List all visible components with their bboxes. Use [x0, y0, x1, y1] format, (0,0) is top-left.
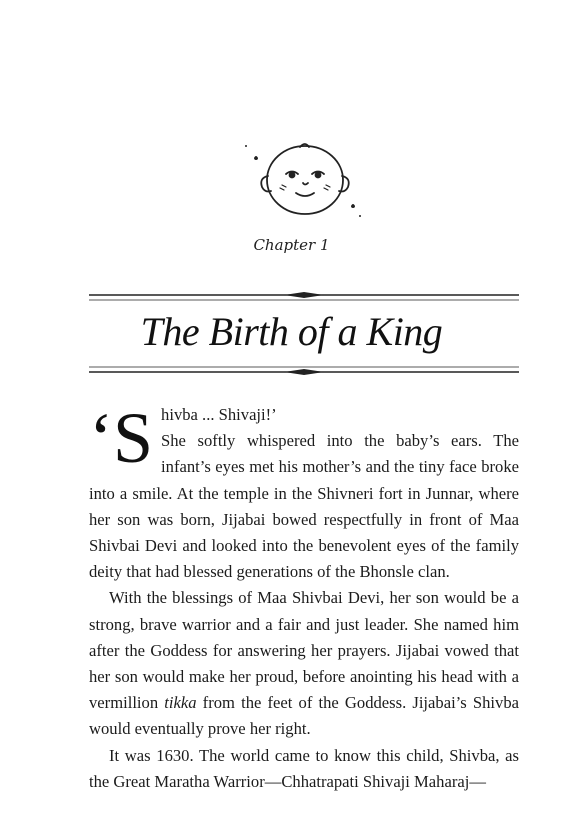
- chapter-body: [89, 398, 519, 795]
- baby-face-icon: [240, 130, 370, 230]
- drop-cap: ‘S: [89, 398, 154, 478]
- paragraph-3-text: It was 1630. The world came to know this child, Shivba, as the Great Maratha Warrior—Chhatrapati Shivaji Maharaj—: [89, 745, 519, 791]
- paragraph-1-text: She softly whispered into the baby’s ears. The infant’s eyes met his mother’s and the tiny face broke into a smile. At the temple in the Shivneri fort in Junnar, where her son was born, Jijabai bowed respectfully in front of Maa Shivbai Devi and looked into the benevolent eyes of the family deity that had blessed generations of the Bhonsle clan.: [89, 431, 519, 582]
- paragraph-2-text-a: With the blessings of Maa Shivbai Devi, her son would be a strong, brave warrior and a fair and just leader. She named him after the Goddess for answering her prayers. Jijabai vowed that her son would make her proud, before anointing his head with a vermillion: [89, 588, 519, 713]
- title-rule-top: [89, 291, 519, 303]
- paragraph-2: [89, 585, 519, 742]
- chapter-label: Chapter 1: [253, 236, 330, 254]
- paragraph-1: [89, 398, 519, 585]
- chapter-title: The Birth of a King: [140, 309, 443, 354]
- italic-word: tikka: [164, 693, 197, 713]
- title-rule-bottom: [89, 364, 519, 376]
- paragraph-3: [89, 743, 519, 795]
- paragraph-2-text-b: from the feet of the Goddess. Jijabai’s Shivba would eventually prove her right.: [89, 693, 519, 739]
- opening-line: hivba ... Shivaji!’: [161, 405, 277, 424]
